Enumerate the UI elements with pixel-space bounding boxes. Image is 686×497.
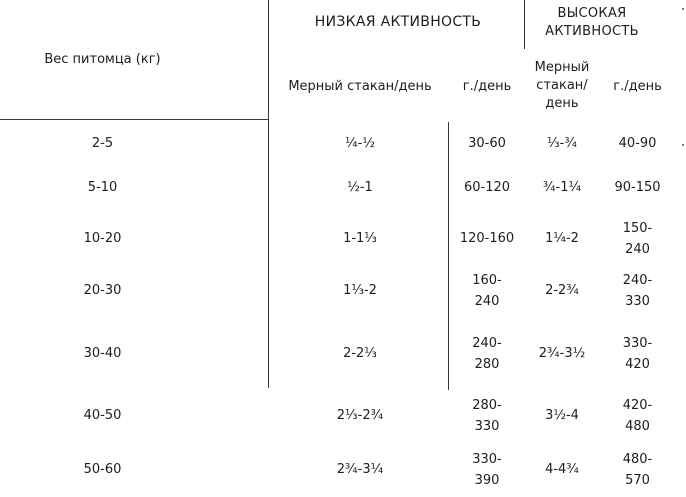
edge-mark	[682, 144, 684, 146]
header-low-cups: Мерный стакан/день	[288, 79, 432, 94]
row-low-grams: 120-160	[459, 231, 515, 246]
row-low-cups: 2⅓-2¾	[336, 408, 384, 423]
row-low-grams: 330- 390	[472, 452, 502, 488]
row-weight: 10-20	[83, 231, 122, 246]
header-divider	[0, 119, 269, 120]
row-high-grams: 40-90	[618, 136, 657, 151]
row-weight: 30-40	[83, 346, 122, 361]
edge-mark	[682, 8, 684, 10]
row-low-cups: 1⅓-2	[343, 283, 377, 298]
row-weight: 40-50	[83, 408, 122, 423]
row-high-cups: ¾-1¼	[542, 180, 582, 195]
row-high-grams: 240- 330	[622, 273, 653, 309]
activity-header-divider	[524, 0, 525, 49]
row-low-grams: 280- 330	[472, 398, 502, 434]
header-weight: Вес питомца (кг)	[44, 52, 161, 67]
header-low-activity: НИЗКАЯ АКТИВНОСТЬ	[314, 14, 482, 30]
weight-column-divider	[268, 0, 269, 388]
row-high-cups: 2-2¾	[545, 283, 579, 298]
row-weight: 20-30	[83, 283, 122, 298]
row-high-grams: 330- 420	[622, 336, 653, 372]
header-high-activity: ВЫСОКАЯ АКТИВНОСТЬ	[545, 6, 639, 39]
row-high-grams: 420- 480	[622, 398, 653, 434]
header-high-grams: г./день	[613, 79, 662, 94]
row-low-cups: ½-1	[347, 180, 373, 195]
row-low-cups: ¼-½	[345, 136, 375, 151]
row-low-cups: 2-2⅓	[343, 346, 377, 361]
row-low-grams: 160- 240	[472, 273, 502, 309]
row-weight: 5-10	[87, 180, 118, 195]
row-high-grams: 90-150	[614, 180, 661, 195]
row-high-grams: 480- 570	[622, 452, 653, 488]
row-high-grams: 150- 240	[622, 221, 653, 257]
row-high-cups: ⅓-¾	[547, 136, 577, 151]
header-low-grams: г./день	[462, 79, 512, 94]
row-high-cups: 4-4¾	[545, 462, 579, 477]
row-low-grams: 60-120	[463, 180, 511, 195]
row-low-grams: 30-60	[468, 136, 506, 151]
row-high-cups: 1¼-2	[545, 231, 579, 246]
row-weight: 50-60	[83, 462, 122, 477]
row-high-cups: 3½-4	[545, 408, 579, 423]
header-high-cups: Мерный стакан/ день	[534, 60, 590, 111]
row-low-cups: 2¾-3¼	[336, 462, 384, 477]
row-high-cups: 2¾-3½	[538, 346, 586, 361]
row-weight: 2-5	[91, 136, 114, 151]
row-low-grams: 240- 280	[472, 336, 502, 372]
row-low-cups: 1-1⅓	[343, 231, 377, 246]
low-activity-inner-divider	[448, 122, 449, 390]
